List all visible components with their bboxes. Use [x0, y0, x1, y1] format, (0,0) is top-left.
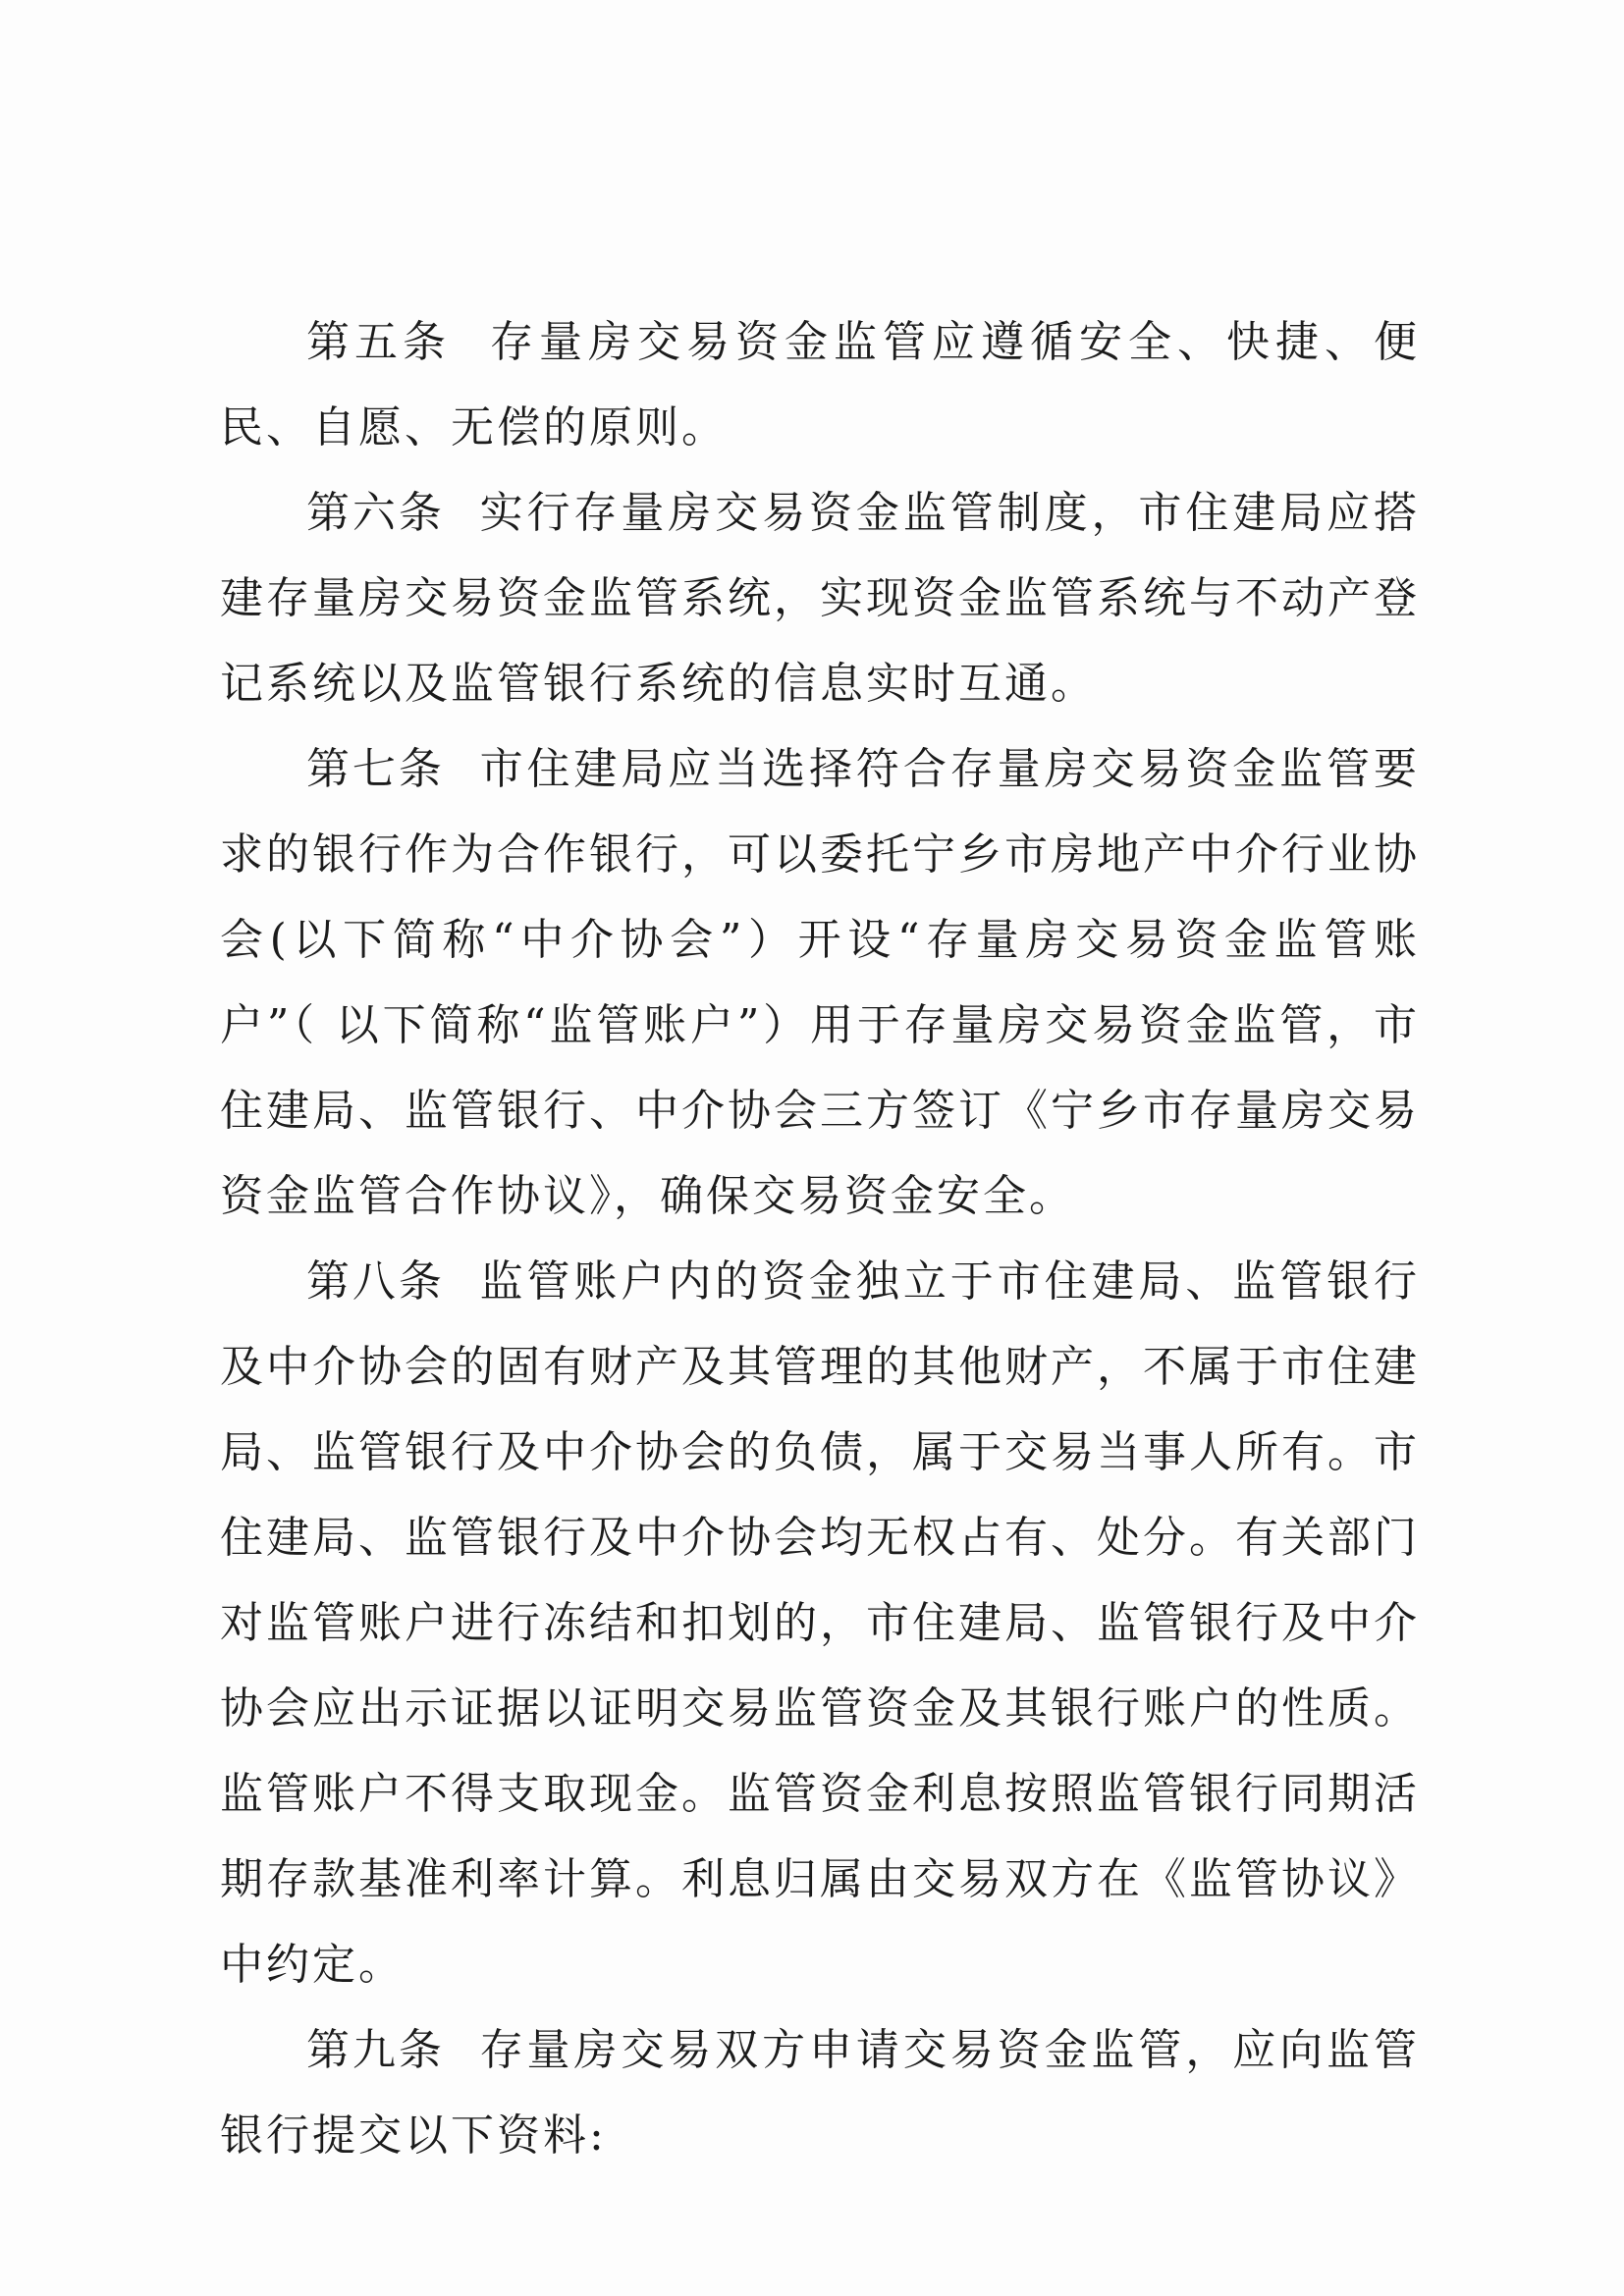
article-text: 市住建局应当选择符合存量房交易资金监管要求的银行作为合作银行，可以委托宁乡市房地产中介行业协会(以下简称“中介协会”）开设“存量房交易资金监管账户”（ 以下简称“监管账户”）用于存量房交易资金监管，市住建局、监管银行、中介协会三方签订《宁乡市存量房交易资金监管合作协议》，确保交易资金安全。 [220, 744, 1421, 1221]
article-heading: 第五条 [306, 317, 452, 367]
article-heading: 第九条 [306, 2025, 445, 2075]
article-text: 监管账户内的资金独立于市住建局、监管银行及中介协会的固有财产及其管理的其他财产，不属于市住建局、监管银行及中介协会的负债，属于交易当事人所有。市住建局、监管银行及中介协会均无权占有、处分。有关部门对监管账户进行冻结和扣划的，市住建局、监管银行及中介协会应出示证据以证明交易监管资金及其银行账户的性质。监管账户不得支取现金。监管资金利息按照监管银行同期活期存款基准利率计算。利息归属由交易双方在《监管协议》中约定。 [220, 1256, 1421, 1990]
article-6 [220, 470, 1420, 726]
article-8 [220, 1239, 1420, 2007]
article-5 [220, 299, 1420, 470]
article-heading: 第八条 [306, 1256, 445, 1307]
article-9 [220, 2007, 1420, 2178]
article-heading: 第七条 [306, 744, 445, 794]
article-text: 存量房交易资金监管应遵循安全、快捷、便民、自愿、无偿的原则。 [220, 317, 1421, 453]
document-body [220, 299, 1420, 2178]
article-heading: 第六条 [306, 488, 445, 538]
article-text: 实行存量房交易资金监管制度，市住建局应搭建存量房交易资金监管系统，实现资金监管系统与不动产登记系统以及监管银行系统的信息实时互通。 [220, 488, 1421, 709]
article-7 [220, 726, 1420, 1239]
article-text: 存量房交易双方申请交易资金监管，应向监管银行提交以下资料: [220, 2025, 1421, 2161]
